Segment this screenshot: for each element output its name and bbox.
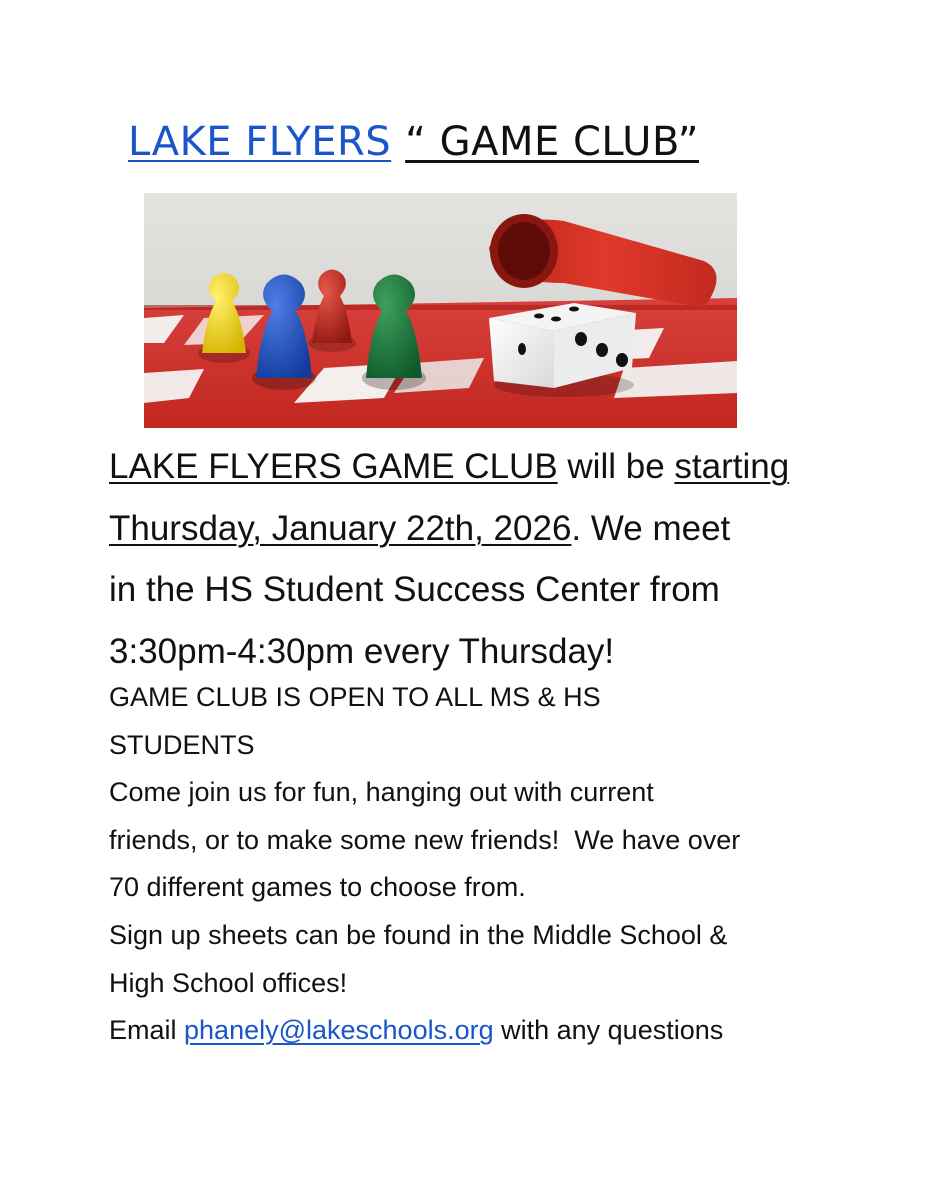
board-game-illustration <box>144 193 737 428</box>
email-suffix: with any questions <box>493 1015 724 1046</box>
title-game-club: “ GAME CLUB” <box>405 119 699 165</box>
intro-paragraph <box>109 436 869 682</box>
email-prefix: Email <box>109 1015 185 1046</box>
will-be-text: will be <box>557 447 675 486</box>
flyer-title <box>128 114 699 170</box>
club-name: LAKE FLYERS GAME CLUB <box>109 447 558 486</box>
intro-line-2 <box>109 498 869 560</box>
board-game-photo <box>144 193 737 428</box>
signup-line-1: Sign up sheets can be found in the Middle School & <box>109 919 728 950</box>
join-line-2: friends, or to make some new friends! We have over <box>109 824 741 855</box>
join-line-1: Come join us for fun, hanging out with current <box>109 777 654 808</box>
open-line-2: STUDENTS <box>109 729 255 760</box>
email-link[interactable]: phanely@lakeschools.org <box>184 1015 494 1046</box>
signup-line-2: High School offices! <box>109 967 348 998</box>
intro-line-3: in the HS Student Success Center from <box>109 570 720 609</box>
starting-text: starting <box>674 447 790 486</box>
intro-line-1 <box>109 436 869 498</box>
open-line-1: GAME CLUB IS OPEN TO ALL MS & HS <box>109 682 601 712</box>
title-link[interactable]: LAKE FLYERS <box>128 119 392 165</box>
email-line <box>109 1007 869 1055</box>
join-line-3: 70 different games to choose from. <box>109 872 526 903</box>
start-date: Thursday, January 22th, 2026 <box>109 508 572 548</box>
intro-line-4: 3:30pm-4:30pm every Thursday! <box>109 631 615 671</box>
we-meet-text: . We meet <box>571 508 731 548</box>
details-paragraph <box>109 674 869 1055</box>
